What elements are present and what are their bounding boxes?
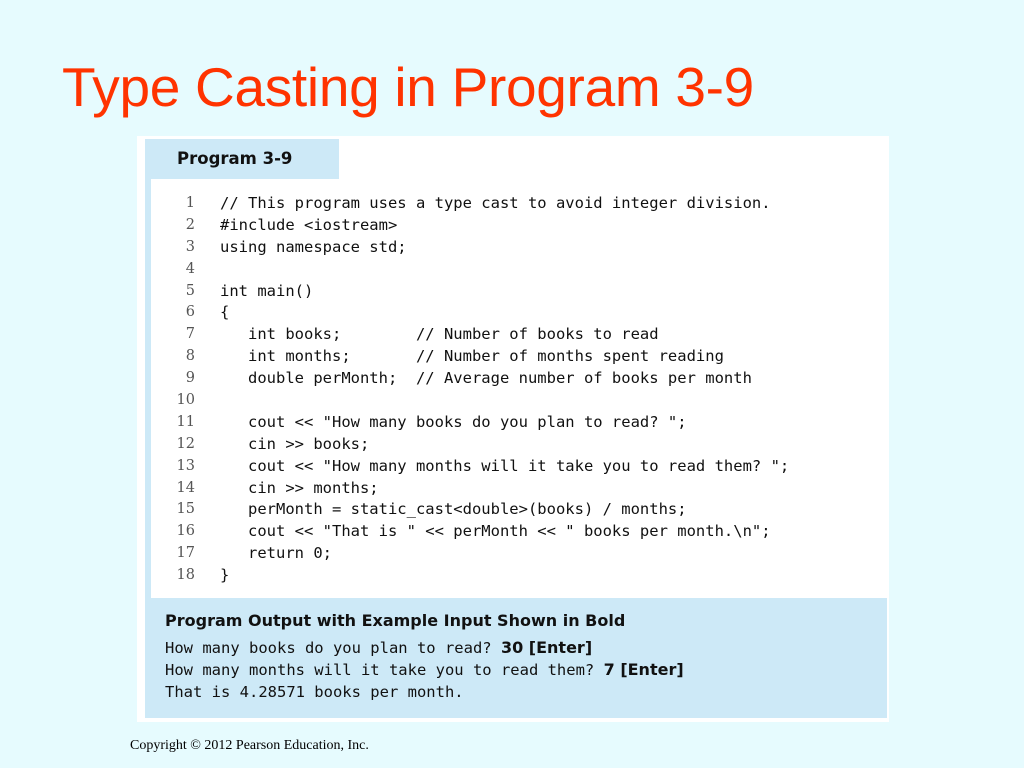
program-output-panel	[145, 598, 887, 718]
slide-title: Type Casting in Program 3-9	[62, 56, 754, 118]
output-line	[165, 681, 684, 703]
code-line	[151, 302, 887, 324]
output-line	[165, 659, 684, 681]
line-number: 1	[185, 195, 195, 211]
line-code: return 0;	[220, 544, 332, 563]
code-listing	[145, 179, 887, 598]
line-code: cout << "That is " << perMonth << " books per month.\n";	[220, 522, 771, 541]
code-line	[151, 499, 887, 521]
line-number: 15	[176, 501, 195, 518]
code-line	[151, 259, 887, 281]
copyright-footer: Copyright © 2012 Pearson Education, Inc.	[130, 738, 369, 753]
line-code: cout << "How many months will it take you to read them? ";	[220, 456, 790, 475]
line-code: using namespace std;	[220, 237, 407, 256]
code-line	[151, 543, 887, 565]
code-line	[151, 237, 887, 259]
code-line	[151, 412, 887, 434]
line-number: 5	[185, 282, 195, 299]
code-lines	[151, 193, 887, 587]
line-number: 18	[176, 567, 195, 584]
program-figure	[137, 136, 889, 722]
output-line	[165, 637, 684, 659]
line-number: 13	[176, 457, 195, 474]
line-code: perMonth = static_cast<double>(books) / months;	[220, 500, 687, 519]
line-code: #include <iostream>	[220, 215, 398, 234]
line-code: {	[220, 303, 230, 322]
line-number: 10	[176, 392, 195, 409]
line-number: 9	[185, 370, 195, 387]
line-number: 8	[185, 348, 195, 365]
line-number: 3	[185, 238, 195, 255]
line-number: 12	[176, 435, 195, 452]
line-code: cin >> books;	[220, 434, 370, 453]
figure-header	[145, 139, 887, 179]
line-number: 2	[185, 216, 195, 233]
output-lines	[165, 637, 684, 703]
line-code: cin >> months;	[220, 478, 379, 497]
line-code: int books; // Number of books to read	[220, 325, 659, 344]
code-line	[151, 324, 887, 346]
code-line	[151, 281, 887, 303]
line-code: int main()	[220, 281, 314, 300]
code-line	[151, 456, 887, 478]
line-number: 17	[176, 545, 195, 562]
line-number: 4	[185, 260, 195, 277]
code-line	[151, 434, 887, 456]
code-line	[151, 390, 887, 412]
output-text: How many months will it take you to read them?	[165, 661, 604, 679]
line-code: double perMonth; // Average number of books per month	[220, 369, 752, 388]
line-number: 7	[185, 326, 195, 343]
figure-label-tab	[145, 139, 339, 179]
code-line	[151, 215, 887, 237]
line-code: int months; // Number of months spent reading	[220, 347, 724, 366]
code-line	[151, 565, 887, 587]
line-code: }	[220, 566, 230, 585]
code-line	[151, 346, 887, 368]
output-text: That is 4.28571 books per month.	[165, 683, 464, 701]
code-line	[151, 478, 887, 500]
line-number: 11	[176, 413, 195, 430]
line-code: cout << "How many books do you plan to read? ";	[220, 412, 687, 431]
code-line	[151, 193, 887, 215]
line-code: // This program uses a type cast to avoid integer division.	[220, 194, 771, 212]
line-number: 6	[185, 304, 195, 321]
code-line	[151, 521, 887, 543]
output-user-input: 30 [Enter]	[500, 638, 593, 657]
output-user-input: 7 [Enter]	[603, 660, 684, 679]
output-heading: Program Output with Example Input Shown in Bold	[165, 611, 626, 630]
line-number: 16	[176, 523, 195, 540]
output-text: How many books do you plan to read?	[165, 639, 501, 657]
figure-label: Program 3-9	[177, 149, 293, 168]
line-number: 14	[176, 479, 195, 496]
code-line	[151, 368, 887, 390]
